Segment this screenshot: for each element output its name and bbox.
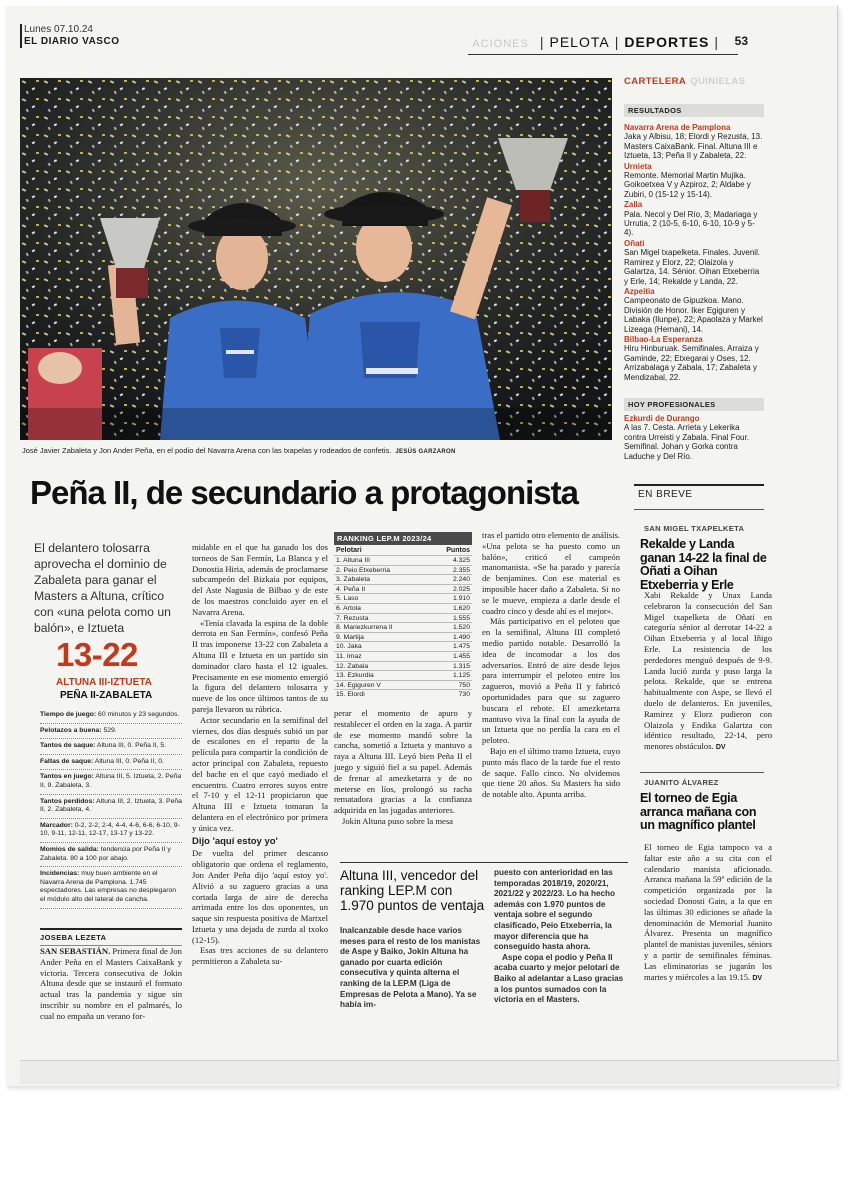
podium-photo xyxy=(20,78,612,440)
result-item: Azpeitia Campeonato de Gipuzkoa. Mano. División de Honor. Iker Egiguren y Labaka (Ilunpe), 22; Apaolaza y Markel Lizeaga (Hernani), 14. xyxy=(624,286,763,334)
header-rule xyxy=(468,54,738,55)
box-headline: Altuna III, vencedor del ranking LEP.M con 1.970 puntos de ventaja xyxy=(340,868,485,913)
ranking-points: 1.315 xyxy=(452,662,470,670)
ranking-player: 6. Artola xyxy=(336,604,361,612)
ranking-row xyxy=(334,651,472,661)
brief-divider xyxy=(640,772,764,773)
photo-caption xyxy=(22,446,612,455)
paragraph: Esas tres acciones de su delantero permitieron a Zabaleta su- xyxy=(192,945,328,967)
paragraph: midable en el que ha ganado los dos torneos de San Fermín, La Blanca y el Donostia Hiria, además de proclamarse subcampeón del Bizkaia por equipos, del Aste Nagusia de Bilbao y de este de los maestros concluido ayer en el Navarra Arena. xyxy=(192,542,328,617)
ranking-row xyxy=(334,593,472,603)
box-text-1: Inalcanzable desde hace varios meses para el resto de los manistas de Aspe y Baiko, Jokin Altuna ha ganado por cuarta edición consecutiva y quinta alterna el ranking de la LEP.M (Liga de Empresas de Pelota a Mano). Ya se había im- xyxy=(340,926,481,1010)
standfirst: El delantero tolosarra aprovecha el dominio de Zabaleta para ganar el Masters a Altuna, crítico con «una pelota como un balón», e Iztueta xyxy=(34,541,171,635)
dateline: SAN SEBASTIÁN. xyxy=(40,946,111,956)
author-byline: JOSEBA LEZETA xyxy=(40,928,182,946)
stat-row: Tantos en juego: Altuna III, 5. Iztueta, 2. Peña II, 9. Zabaleta, 3. xyxy=(40,770,182,794)
subheading: Dijo 'aquí estoy yo' xyxy=(192,835,278,847)
ranking-player: 11. Imaz xyxy=(336,652,362,660)
stat-row: Tiempo de juego: 60 minutos y 23 segundos. xyxy=(40,708,182,724)
ranking-points: 1.555 xyxy=(452,614,470,622)
stat-row: Tantos perdidos: Altuna III, 2. Iztueta, 3. Peña II, 2. Zabaleta, 4. xyxy=(40,795,182,819)
box-rule xyxy=(340,862,628,863)
brief-headline: El torneo de Egia arranca mañana con un magnífico plantel xyxy=(640,791,757,832)
ranking-table xyxy=(334,532,472,699)
ranking-points: 730 xyxy=(458,691,470,699)
ranking-row xyxy=(334,641,472,651)
paragraph: tras el partido otro elemento de análisis. «Una pelota se ha puesto como un balón», criticó el campeón manomanista. «Se ha parado y parecía de benjamines. Con ese material es imposible hacer daño a Zabaleta. Si no se le mueve, empieza a darle desde el cuadro cinco y desde ahí es el mejor». xyxy=(482,530,620,616)
brief-signature: DV xyxy=(752,974,763,982)
ranking-player: 7. Rezusta xyxy=(336,614,369,622)
ranking-points: 2.355 xyxy=(452,566,470,574)
result-item: Urnieta Remonte. Memorial Martin Mujika. Goikoetxea V y Azpiroz, 2; Aldabe y Zubiri, 0 (15-12 y 15-14). xyxy=(624,161,751,199)
paragraph: puesto con anterioridad en las temporadas 2018/19, 2020/21, 2021/22 y 2022/23. Lo ha hecho además con 1.970 puntos de ventaja sobre el segundo clasificado, Peio Etxeberria, la mayor diferencia que ha conseguido hasta ahora. xyxy=(494,868,616,952)
podium-photo-illustration xyxy=(20,78,612,440)
ranking-player: 10. Jaka xyxy=(336,643,362,651)
ranking-row xyxy=(334,632,472,642)
ranking-points: 1.910 xyxy=(452,595,470,603)
header-player: Pelotari xyxy=(336,547,362,554)
ranking-points: 4.325 xyxy=(452,557,470,564)
ranking-row xyxy=(334,565,472,575)
results-label: RESULTADOS xyxy=(624,104,764,117)
ranking-player: 2. Peio Etxeberria xyxy=(336,566,391,574)
ranking-points: 1.475 xyxy=(452,643,470,651)
ranking-row xyxy=(334,680,472,690)
today-venue: Ezkurdi de Durango xyxy=(624,414,700,423)
stat-row: Momios de salida: tendencia por Peña II y Zabaleta. 80 a 100 por abajo. xyxy=(40,843,182,867)
ranking-player: 14. Egiguren V xyxy=(336,681,381,689)
ranking-points: 2.025 xyxy=(452,585,470,593)
ranking-row xyxy=(334,670,472,680)
box-text-2 xyxy=(494,868,626,1006)
ranking-header xyxy=(334,545,472,555)
breve-rule-2 xyxy=(634,509,764,510)
brief-text: Xabi Rekalde y Unax Landa celebraron la consecución del San Migel txapelketa de Oñati en categoría sénior al derrotar 14-22 a Oihan Etxeberria y al local Iñigo Erle. La resistencia de los perdedores menguó después de 9-9. Landa lució zurda y puso larga la pelota. Rekalde, que se entrena habitualmente con Aspe, se llevó el duelo de delanteros. En juveniles, Ramirez y Elorz pudieron con Olaizola y Endika Galartza con idéntico resultado, 22-14, pero menores obstáculos. DV xyxy=(644,590,772,752)
today-text: A las 7. Cesta. Arrieta y Lekerika contra Urreisti y Zabala. Final Four. Semifinal. Johan y Gorka contra Laduche y Del Río. xyxy=(624,423,749,461)
section-header: ACIONES | PELOTA | DEPORTES | xyxy=(472,34,719,50)
header-points: Puntos xyxy=(446,547,470,554)
losing-pair: ALTUNA III-IZTUETA xyxy=(56,677,152,688)
ranking-points: 1.520 xyxy=(452,624,470,632)
ranking-row xyxy=(334,574,472,584)
issue-date: Lunes 07.10.24 xyxy=(24,24,93,35)
result-item: Oñati San Migel txapelketa. Finales. Juvenil. Ramirez y Elorz, 22; Olaizola y Galartza, 14. Sénior. Oihan Etxeberria y Erle, 14; Rekalde y Landa, 22. xyxy=(624,238,761,286)
paragraph: perar el momento de apuro y restablecer el orden en la zaga. A partir de ese momento mandó sobre la cancha, sometió a Iztueta y mantuvo a raya a Altuna III. Leyó bien Peña II el juego y siguió fiel a su papel. Además de frenar al amezketarra y de no meterse en líos, prolongó su racha rematadora gracias a la confianza adquirida en las jugadas anteriores. xyxy=(334,708,472,816)
today-label: HOY PROFESIONALES xyxy=(624,398,764,411)
brief-signature: DV xyxy=(715,744,726,752)
article-column-4 xyxy=(482,530,620,800)
cartelera-title: CARTELERA QUINIELAS xyxy=(624,76,746,87)
today-list xyxy=(624,414,764,461)
ranking-player: 12. Zabala xyxy=(336,662,369,670)
paragraph: «Tenía clavada la espina de la doble derrota en San Fermín», confesó Peña II tras imponerse 13-22 con Zabaleta a Altuna III e Iztueta en un partido sin dominador claro hasta el 12 iguales. Precisamente en ese momento emergió la figura del delantero tolosarra y nueve de los once últimos tantos de su pareja llevaron su rúbrica. xyxy=(192,617,328,714)
paragraph: Bajo en el último tramo Iztueta, cuyo punto más flaco de la tarde fue el resto de saque. Fallo cinco. No olvidemos que tiene 20 años. Su Masters ha sido de notable alto. Apunta arriba. xyxy=(482,745,620,800)
ranking-player: 4. Peña II xyxy=(336,585,366,593)
stat-row: Marcador: 0-2, 2-2, 2-4, 4-4, 4-6, 6-6, 6-10, 9-10, 9-11, 12-11, 12-17, 13-17 y 13-22. xyxy=(40,819,182,843)
ranking-row xyxy=(334,613,472,623)
article-column-2 xyxy=(192,542,328,967)
photo-credit: JESÚS GARZARON xyxy=(395,449,456,455)
final-score: 13-22 xyxy=(56,636,138,673)
ranking-row xyxy=(334,555,472,565)
ranking-points: 1.455 xyxy=(452,652,470,660)
header-bar xyxy=(20,24,22,48)
ranking-title: RANKING LEP.M 2023/24 xyxy=(334,532,472,545)
ranking-player: 5. Laso xyxy=(336,595,359,603)
stat-row: Pelotazos a buena: 529. xyxy=(40,724,182,740)
paragraph: De vuelta del primer descanso obligatorio que ordena el reglamento, Jon Ander Peña dijo 'aquí estoy yo'. Alivió a su zaguero gracias a una cortada larga de aire de derecha arrimada entre los dos oponentes, un saque sin respuesta positiva de Martxel Iztueta y una dejada de zurda al txoko (12-15). xyxy=(192,848,328,945)
caption-text: José Javier Zabaleta y Jon Ander Peña, en el podio del Navarra Arena con las txapelas y rodeados de confetis. xyxy=(22,446,392,455)
page-underlay xyxy=(20,1060,838,1084)
ranking-points: 2.240 xyxy=(452,576,470,584)
ghost-section: ACIONES xyxy=(472,38,529,50)
ranking-points: 750 xyxy=(458,681,470,689)
category-name: DEPORTES xyxy=(624,34,710,50)
ranking-row xyxy=(334,689,472,699)
result-item: Navarra Arena de Pamplona Jaka y Albisu, 18; Elordi y Rezusta, 13. Masters CaixaBank. Final. Altuna III e Iztueta, 13; Peña II y Zabaleta, 22. xyxy=(624,123,763,161)
breve-title: EN BREVE xyxy=(638,489,693,500)
brief-headline: Rekalde y Landa ganan 14-22 la final de Oñati a Oihan Etxeberria y Erle xyxy=(640,537,767,592)
breve-rule xyxy=(634,484,764,486)
paragraph: Primera final de Jon Ander Peña en el Masters CaixaBank y victoria. Tercera consecutiva de Jokin Altuna desde que se instauró el formato actual tras la pandemia y sigue sin inscribir su nombre en el palmarés, lo cual no empaña un verano for- xyxy=(40,946,182,1021)
ranking-row xyxy=(334,661,472,671)
result-item: Bilbao-La Esperanza Hiru Hinburuak. Semifinales. Arraiza y Gaminde, 22; Etxegarai y Oses, 12. Arrizabalaga y Zabala, 17; Zabaleta y Mendizabal, 22. xyxy=(624,334,759,382)
article-column-3 xyxy=(334,708,472,827)
stat-row: Faltas de saque: Altuna III, 0. Peña II, 0. xyxy=(40,755,182,771)
ranking-row xyxy=(334,584,472,594)
paragraph: Más participativo en el peloteo que en la semifinal, Altuna III completó medio partido notable. Desarrolló la idea de incomodar a los dos adversarios. Entró de aire desde lejos para interrumpir el peloteo entre los zagueros, movió a Peña II y fabricó oportunidades para que su zaguero buscara el rebote. El amezketarra mantuvo viva la final con la ayuda de un Iztueta que no perdía la cara en el peloteo. xyxy=(482,616,620,746)
ranking-row xyxy=(334,622,472,632)
article-column-1 xyxy=(40,946,182,1022)
brief-kicker: SAN MIGEL TXAPELKETA xyxy=(644,524,745,533)
brief-text: El torneo de Egia tampoco va a faltar este año a su cita con el calendario manista aficionado. Arranca mañana la 59ª edición de la competición organizada por la sociedad Donosti Gain, a la que en las últimas 30 ediciones se añade la denominación de Memorial Juanito Álvarez. Presenta un magnífico plantel de manistas juveniles, séniors y a partir de semifinales féminas. Las eliminatorias se jugarán los martes y miércoles a las 19.15. DV xyxy=(644,842,772,982)
newspaper-name: EL DIARIO VASCO xyxy=(24,36,120,47)
result-item: Zalla Pala. Necol y Del Río, 3; Madariaga y Urrutia, 2 (10-5, 6-10, 6-10, 10-9 y 5-4). xyxy=(624,200,758,238)
paragraph: Actor secundario en la semifinal del viernes, dos días después subió un par de escalones en el reparto de la película para compartir la condición de actor principal con Zabaleta, repuesto del bache en el que cayó mediado el encuentro. Cuatro errores suyos entre el 7-10 y el 12-11 propiciaron que Altuna III e Iztueta tomaran la delantera en el electrónico por primera y única vez. xyxy=(192,714,328,833)
brief-kicker: JUANITO ÁLVAREZ xyxy=(644,778,719,787)
ranking-player: 8. Mariezkurrena II xyxy=(336,624,393,632)
match-stats xyxy=(40,708,182,909)
stat-row: Incidencias: muy buen ambiente en el Navarra Arena de Pamplona. 1.745 espectadores. Las empresas no desplegaron el módulo alto del lateral de cancha. xyxy=(40,867,182,908)
paragraph: Jokin Altuna puso sobre la mesa xyxy=(342,815,453,826)
ranking-points: 1.490 xyxy=(452,633,470,641)
ranking-player: 13. Ezkurdia xyxy=(336,672,374,680)
page-number: 53 xyxy=(734,34,748,48)
results-list xyxy=(624,122,764,382)
ranking-player: 9. Martija xyxy=(336,633,364,641)
ranking-player: 15. Elordi xyxy=(336,691,365,699)
section-name: PELOTA xyxy=(549,34,610,50)
winning-pair: PEÑA II-ZABALETA xyxy=(60,690,153,701)
ranking-points: 1.125 xyxy=(452,672,470,680)
ranking-row xyxy=(334,603,472,613)
ranking-player: 1. Altuna III xyxy=(336,557,371,564)
ranking-points: 1.620 xyxy=(452,604,470,612)
stat-row: Tantos de saque: Altuna III, 0. Peña II, 5. xyxy=(40,739,182,755)
ghost-tab: QUINIELAS xyxy=(690,76,746,87)
main-headline: Peña II, de secundario a protagonista xyxy=(30,474,578,511)
paragraph: Aspe copa el podio y Peña II acaba cuarto y mejor pelotari de Baiko al adelantar a Laso gracias a los puntos sumados con la victoria en el Masters. xyxy=(494,952,624,1005)
ranking-player: 3. Zabaleta xyxy=(336,576,371,584)
